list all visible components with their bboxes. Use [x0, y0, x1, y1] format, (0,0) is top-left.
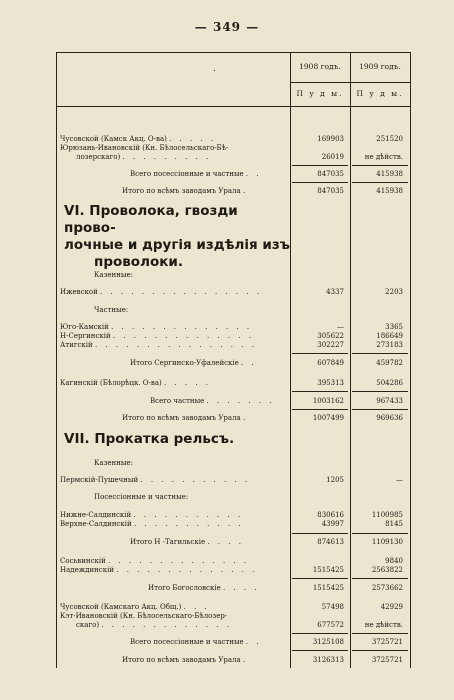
value-1909: 3725721 [371, 656, 403, 664]
value-1908: 1515425 [312, 584, 344, 592]
sum-rule [352, 578, 408, 579]
sum-rule [292, 650, 348, 651]
column-header-1909: 1909 годъ. [359, 62, 401, 71]
value-1909: 3725721 [371, 638, 403, 646]
value-1909: 504286 [376, 379, 403, 387]
row-label: Юрюзань-Ивановскій (Кн. Бѣлосельскаго-Бѣ- [60, 144, 229, 152]
row-label: Итого по всѣмъ заводамъ Урала . [122, 414, 249, 422]
value-1909: 273183 [376, 341, 403, 349]
value-1909: 1100985 [371, 511, 403, 519]
sum-rule [292, 391, 348, 392]
value-1909: не дѣйств. [364, 621, 403, 629]
sum-rule [352, 182, 408, 183]
table-row [60, 620, 410, 630]
sum-rule [352, 633, 408, 634]
value-1908: 4337 [326, 288, 344, 296]
value-1909: 9840 [385, 557, 403, 565]
value-1908: 57498 [321, 603, 344, 611]
row-label: Кагинскій (Бѣлорѣцк. О-ва) . . . . . [60, 379, 212, 387]
table-right-rule [410, 52, 411, 668]
row-label: Ижевской . . . . . . . . . . . . . . . . [60, 288, 263, 296]
sum-rule [352, 409, 408, 410]
row-label: Всего посессіонные и частные . . [130, 170, 262, 178]
value-1909: 251520 [376, 135, 403, 143]
sum-rule [292, 533, 348, 534]
value-1908: 874613 [317, 538, 344, 546]
value-1909: 1109130 [371, 538, 403, 546]
sum-rule [352, 533, 408, 534]
section-heading: VII. Прокатка рельсъ. [64, 431, 235, 447]
table-row [60, 583, 410, 593]
value-1908: 43997 [321, 520, 344, 528]
table-top-rule [56, 52, 410, 53]
row-label: Сосьвинскій . . . . . . . . . . . . . . [60, 557, 250, 565]
unit-header-1909: П у д ы. [356, 89, 404, 98]
table-left-rule [56, 52, 57, 668]
value-1908: 3125108 [312, 638, 344, 646]
row-label: Надеждинскій . . . . . . . . . . . . . . [60, 566, 258, 574]
value-1909: 2203 [385, 288, 403, 296]
section-heading: VI. Проволока, гвозди прово- лочные и другія издѣлія изъ проволоки. [64, 203, 290, 270]
table-row [60, 537, 410, 547]
value-1908: 395313 [317, 379, 344, 387]
row-label: Всего частные . . . . . . . [150, 397, 275, 405]
value-1908: 1007499 [312, 414, 344, 422]
table-row [60, 413, 410, 423]
sum-rule [292, 182, 348, 183]
table-row [60, 287, 410, 297]
subheading-kazennye: Казенные: [94, 271, 133, 279]
value-1908: 677572 [317, 621, 344, 629]
value-1908: 1003162 [312, 397, 344, 405]
sum-rule [352, 353, 408, 354]
sum-rule [292, 409, 348, 410]
column-header-1908: 1908 годъ. [299, 62, 341, 71]
row-label: Чусовской (Камск Акц. О-ва) . . . . . [60, 135, 217, 143]
row-label: лозерскаго) . . . . . . . . . [76, 153, 212, 161]
value-1909: 3365 [385, 323, 403, 331]
value-1908: 305622 [317, 332, 344, 340]
value-1909: 415938 [376, 170, 403, 178]
value-1908: — [337, 323, 344, 331]
value-1909: 186649 [376, 332, 403, 340]
table-row [60, 565, 410, 575]
page-number: — 349 — [194, 20, 260, 34]
sum-rule [292, 353, 348, 354]
sum-rule [292, 633, 348, 634]
value-1908: 3126313 [312, 656, 344, 664]
value-1909: 967433 [376, 397, 403, 405]
row-label: скаго) . . . . . . . . . . . . . [76, 621, 232, 629]
value-1908: 302227 [317, 341, 344, 349]
table-row [60, 519, 410, 529]
value-1909: 415938 [376, 187, 403, 195]
row-label: Итого по всѣмъ заводамъ Урала . [122, 656, 249, 664]
row-label: Итого Н -Тагильскіе . . . . [130, 538, 244, 546]
header-mark: . [213, 64, 216, 74]
row-label: Верхне-Салдинскій . . . . . . . . . . . [60, 520, 244, 528]
sum-rule [352, 391, 408, 392]
value-1908: 607849 [317, 359, 344, 367]
sum-rule [352, 165, 408, 166]
row-label: Н-Сергинскій . . . . . . . . . . . . . . [60, 332, 254, 340]
row-label: Пермскій-Пушечный . . . . . . . . . . . [60, 476, 251, 484]
value-1908: 830616 [317, 511, 344, 519]
sum-rule [292, 578, 348, 579]
value-1908: 26019 [321, 153, 344, 161]
row-label: Кэт-Ивановскій (Кн. Бѣлосельскаго-Бѣлозер- [60, 612, 228, 620]
value-1909: 459782 [376, 359, 403, 367]
value-1909: не дѣйств. [364, 153, 403, 161]
value-1909: 42929 [380, 603, 403, 611]
value-1909: 2573662 [371, 584, 403, 592]
value-1908: 847035 [317, 187, 344, 195]
subheading-kazennye: Казенные: [94, 459, 133, 467]
table-row [60, 186, 410, 196]
row-label: Итого по всѣмъ заводамъ Урала . [122, 187, 249, 195]
value-1908: 847035 [317, 170, 344, 178]
row-label: Итого Богословскіе . . . . [148, 584, 260, 592]
row-label: Юго-Камскій . . . . . . . . . . . . . . [60, 323, 253, 331]
row-label: Итого Сергинско-Уфалейскіе . . [130, 359, 257, 367]
subheading-posess: Посессіонные и частные: [94, 493, 189, 501]
table-row [60, 152, 410, 162]
table-row [60, 475, 410, 485]
table-row [60, 340, 410, 350]
sum-rule [292, 165, 348, 166]
value-1908: 1205 [326, 476, 344, 484]
table-row [60, 378, 410, 388]
row-label: Атигскій . . . . . . . . . . . . . . . . [60, 341, 257, 349]
table-row [60, 358, 410, 368]
header-mid-rule [290, 82, 410, 83]
value-1908: 169903 [317, 135, 344, 143]
row-label: Нижне-Салдинскій . . . . . . . . . . . [60, 511, 244, 519]
sum-rule [352, 650, 408, 651]
value-1909: 8145 [385, 520, 403, 528]
table-row [60, 637, 410, 647]
value-1909: 2563822 [371, 566, 403, 574]
unit-header-1908: П у д ы. [296, 89, 344, 98]
table-row [60, 396, 410, 406]
table-row [60, 169, 410, 179]
table-row [60, 655, 410, 665]
row-label: Чусовской (Камскаго Акц. Общ.) . . . [60, 603, 210, 611]
row-label: Всего посессіонные и частные . . [130, 638, 262, 646]
header-bottom-rule [56, 106, 410, 107]
value-1908: 1515425 [312, 566, 344, 574]
value-1909: — [396, 476, 403, 484]
value-1909: 969636 [376, 414, 403, 422]
subheading-chastnye: Частные: [94, 306, 129, 314]
